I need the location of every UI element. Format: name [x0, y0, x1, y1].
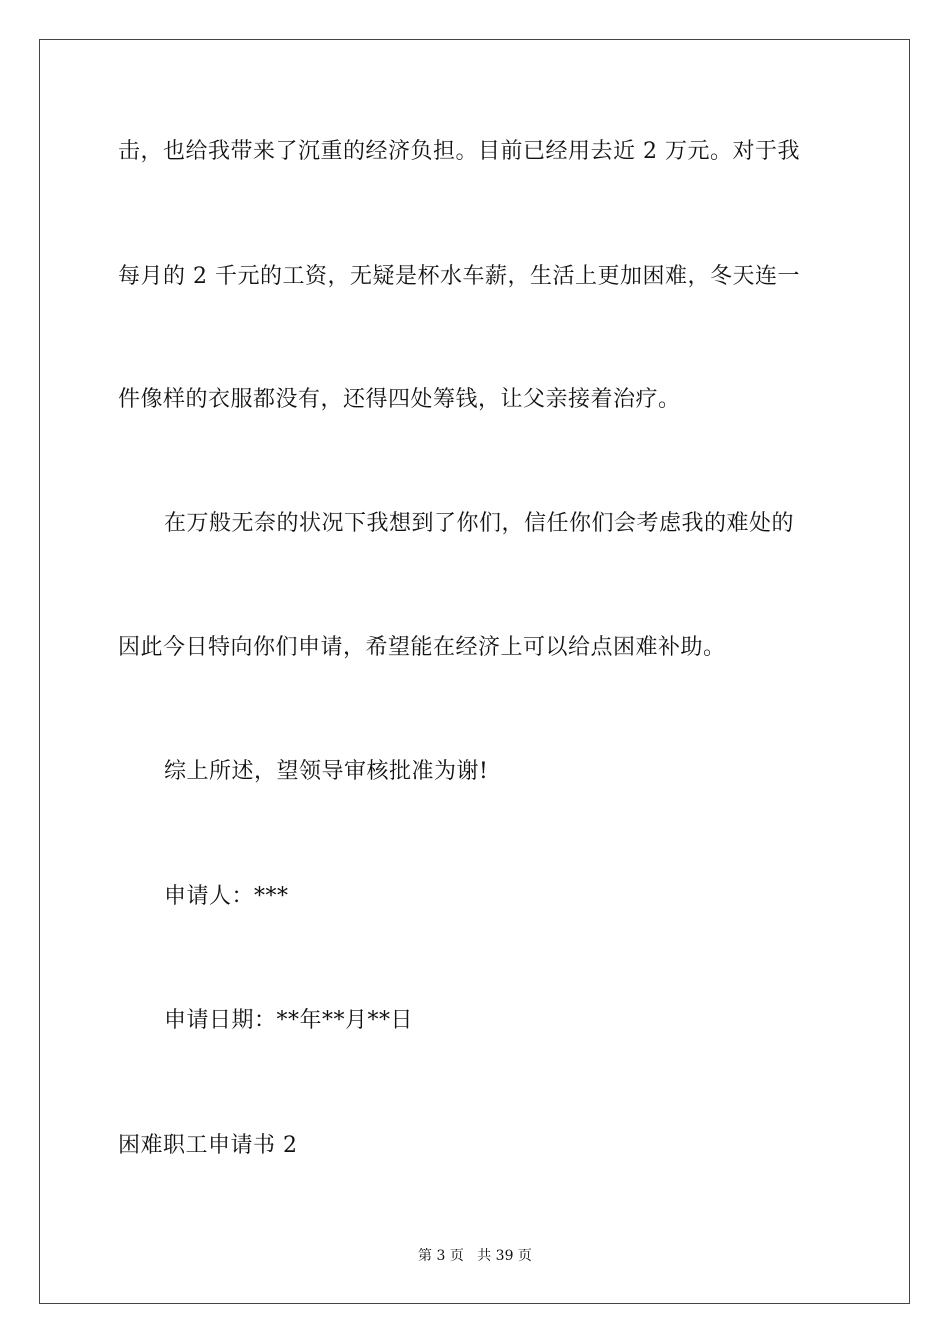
paragraph-line-2: 因此今日特向你们申请，希望能在经济上可以给点困难补助。	[118, 635, 726, 660]
page-border	[39, 39, 910, 1304]
applicant-line: 申请人：***	[164, 884, 289, 909]
section-title: 困难职工申请书 2	[118, 1133, 298, 1158]
body-line-3: 件像样的衣服都没有，还得四处筹钱，让父亲接着治疗。	[118, 387, 681, 412]
application-date-line: 申请日期：**年**月**日	[164, 1008, 414, 1033]
body-line-2: 每月的 2 千元的工资，无疑是杯水车薪，生活上更加困难，冬天连一	[118, 264, 800, 289]
page-number: 第 3 页	[418, 1248, 464, 1264]
paragraph-line-1: 在万般无奈的状况下我想到了你们，信任你们会考虑我的难处的	[164, 511, 795, 536]
page-footer	[0, 1246, 950, 1266]
body-line-1: 击，也给我带来了沉重的经济负担。目前已经用去近 2 万元。对于我	[118, 139, 800, 164]
total-pages: 共 39 页	[477, 1248, 532, 1264]
closing-line: 综上所述，望领导审核批准为谢!	[164, 759, 489, 784]
